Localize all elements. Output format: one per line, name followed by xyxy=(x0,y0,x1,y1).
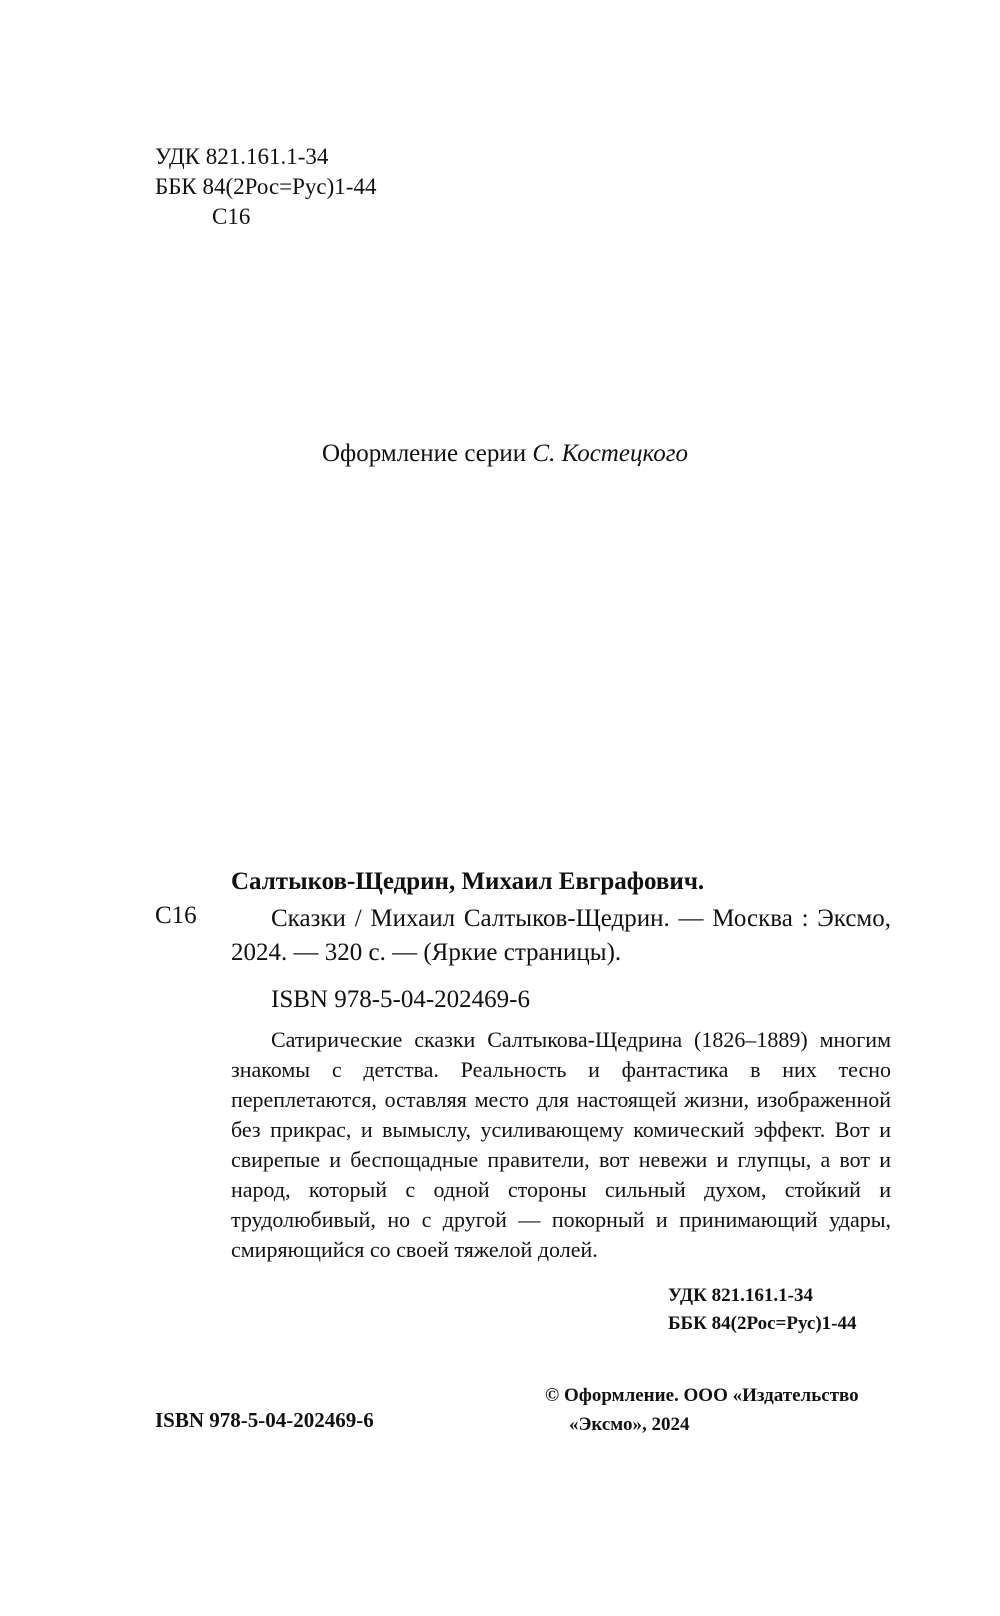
catalog-codes xyxy=(668,1282,856,1338)
catalog-isbn: ISBN 978-5-04-202469-6 xyxy=(271,986,531,1013)
copyright-line-1: © Оформление. ООО «Издательство xyxy=(545,1385,859,1406)
series-design-credit xyxy=(322,440,688,468)
series-designer-name: С. Костецкого xyxy=(532,440,688,467)
header-udk: УДК 821.161.1-34 xyxy=(155,144,329,169)
footer-isbn: ISBN 978-5-04-202469-6 xyxy=(155,1408,374,1432)
catalog-code: С16 xyxy=(155,902,197,929)
copyright-line-2: «Эксмо», 2024 xyxy=(569,1414,690,1435)
copyright-notice xyxy=(545,1381,859,1439)
series-design-prefix: Оформление серии xyxy=(322,440,533,467)
catalog-title-line: Сказки / Михаил Салтыков-Щедрин. — Москва : Эксмо, 2024. — 320 с. — (Яркие страницы). xyxy=(231,905,891,966)
catalog-author: Салтыков-Щедрин, Михаил Евграфович. xyxy=(231,868,705,895)
header-bbk: ББК 84(2Рос=Рус)1-44 xyxy=(155,174,377,199)
catalog-udk: УДК 821.161.1-34 xyxy=(668,1285,813,1306)
header-author-code: С16 xyxy=(212,204,251,229)
catalog-annotation: Сатирические сказки Салтыкова-Щедрина (1826–1889) многим знакомы с детства. Реальность и фантастика в них тесно переплетаются, оставляя место для настоящей жизни, изображенной без прикрас, и вымыслу, усиливающему комический эффект. Вот и свирепые и беспощадные правители, вот невежи и глупцы, а вот и народ, который с одной стороны сильный духом, стойкий и трудолюбивый, но с другой — покорный и принимающий удары, смиряющийся со своей тяжелой долей. xyxy=(231,1027,891,1262)
catalog-bbk: ББК 84(2Рос=Рус)1-44 xyxy=(668,1313,857,1334)
